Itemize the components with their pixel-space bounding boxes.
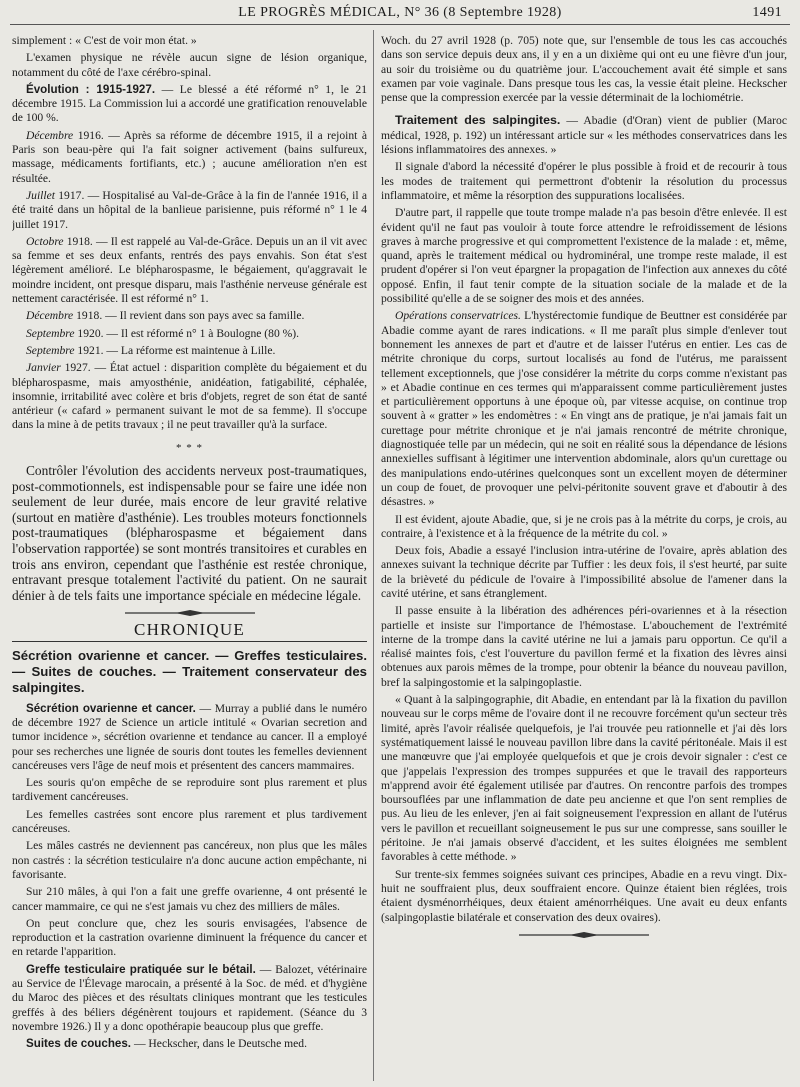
entry-text: 1917. — Hospitalisé au Val-de-Grâce à la fin de l'année 1916, il a été traité dans un hôpital de la banlieue parisienne, puis réformé n° 1 le 4 juillet 1917. <box>12 188 367 231</box>
paragraph: Sur 210 mâles, à qui l'on a fait une greffe ovarienne, 4 ont présenté le cancer mammaire, ce qui ne s'est jamais vu chez des milliers de mâles. <box>12 885 367 913</box>
paragraph: simplement : « C'est de voir mon état. » <box>12 34 197 47</box>
paragraph <box>12 189 367 232</box>
paragraph <box>381 309 787 509</box>
subsection-text: — Murray a publié dans le numéro de décembre 1927 de Science un article intitulé « Ovarian secretion and tumor incidence », sécrétion ovarienne et tendance au cancer. Il a employé pour ses recherches une lignée de souris dont toutes les femelles deviennent cancéreuses vers l'âge de neuf mois et présentent des cancers mammaires. <box>12 701 367 772</box>
entry-text: 1921. — La réforme est maintenue à Lille. <box>77 343 276 357</box>
paragraph: L'examen physique ne révèle aucun signe de lésion organique, notamment du côté de l'axe cérébro-spinal. <box>12 51 367 79</box>
section-stars: * * * <box>176 441 203 454</box>
paragraph: D'autre part, il rappelle que toute trompe malade n'a pas besoin d'être enlevée. Il est évident qu'il ne faut pas vouloir à toute force attendre le refroidissement de lésions graves à marche progressive et qui compromettent l'existence de la malade : et, même, quand, après le traitement médical ou hydrominéral, une trompe reste malade, il est prudent d'opérer si l'on veut épargner la propagation de l'infection aux annexes du côté opposé. Enfin, il faut tenir compte de la situation sociale de la malade et de la possibilité qu'elle a de se soigner des mois et des années. <box>381 206 787 306</box>
date-label: Octobre <box>26 234 64 248</box>
paragraph <box>12 1037 367 1051</box>
paragraph: Il passe ensuite à la libération des adhérences péri-ovariennes et à la résection partielle et insiste sur l'importance de l'hémostase. L'abouchement de l'extrémité interne de la trompe dans la cavité utérine ne lui a jamais paru opportun. Ce qu'il a réalisé maintes fois, c'est l'ouverture du pavillon fermé et la fixation des lèvres ainsi obtenues aux parois mêmes de la trompe, pour obtenir la béance du nouveau pavillon, bref la salpingostomie et la salpingoplastie. <box>381 604 787 689</box>
paragraph <box>12 235 367 306</box>
paragraph <box>12 702 367 773</box>
entry-text: 1918. — Il est rappelé au Val-de-Grâce. Depuis un an il vit avec sa femme et ses deux enfants, rentrés des pays envahis. Son état s'est légèrement amélioré. Le blépharospasme, le bégaiement, qu'aggravait le moindre incident, ont presque disparu, mais l'asthénie nerveuse générale est nettement caractérisée. Il est réformé n° 1. <box>12 234 367 306</box>
paragraph: Les mâles castrés ne deviennent pas cancéreux, non plus que les mâles non castrés : la sécrétion testiculaire n'a donc aucune action empêchante, ni favorisante. <box>12 839 367 881</box>
paragraph: Il est évident, ajoute Abadie, que, si je ne crois pas à la métrite du corps, je crois, au contraire, à l'existence et à la fréquence de la métrite du col. » <box>381 512 787 540</box>
date-label: Janvier <box>26 361 61 375</box>
date-label: Décembre <box>26 128 74 142</box>
left-column <box>12 34 367 1081</box>
paragraph: « Quant à la salpingographie, dit Abadie, en entendant par là la fixation du pavillon nouveau sur le corps même de l'ovaire dont il ne recouvre forcément qu'un secteur très limité, après l'avoir réalisée quelquefois, je l'ai trouvée peu rationnelle et j'ai dès lors systématiquement laissé le nouveau pavillon libre dans la cavité péritonéale. Mais il est une manœuvre que j'ai employée quelquefois et que je crois devoir signaler : c'est ce que j'appelais l'expression des trompes suppurées et que le travail des rapporteurs m'apprend avoir été également utilisée par d'autres. On rencontre parfois des trompes boursouflées par une inflammation de date peu ancienne et que l'on sent remplies de pus. Au lieu de les enlever, j'en ai fait soigneusement l'expression en allant de l'utérus vers le pavillon et recueillant soigneusement le pus sur une compresse, sans souiller le péritoine. Je n'ai jamais observé d'accident, et les suites éloignées me semblent favorables à cette méthode. » <box>381 693 787 864</box>
entry-text: 1916. — Après sa réforme de décembre 1915, il a rejoint à Paris son beau-père qui l'a fait soigner activement (bains sulfureux, massage, médicaments fortifiants, etc.) ; aucune amélioration n'en est résultée. <box>12 128 367 185</box>
entry-text: 1927. — État actuel : disparition complète du bégaiement et du blépharospasme, mais amyosthénie, anidéation, fatigabilité, céphalée, insomnie, irritabilité avec colère et bris d'objets, regret de son état de santé antérieur (« cafard » permanent suivant le mot de sa femme). Il s'occupe dans la mine à de petits travaux ; il ne peut travailler qu'à la surface. <box>12 361 367 432</box>
evolution-text: — Le blessé a été réformé n° 1, le 21 décembre 1915. La Commission lui a accordé une gratification renouvelable de 100 %. <box>12 82 367 125</box>
page-number: 1491 <box>752 5 782 20</box>
paragraph <box>12 963 367 1034</box>
subsection-text: — Balozet, vétérinaire au Service de l'Élevage marocain, a présenté à la Soc. de méd. et d'hygiène du Maroc des pièces et des résultats cliniques montrant que les testicules greffés à des béliers dégénèrent toujours et rapidement. (Séance du 3 novembre 1926.) Il y a donc opothérapie beaucoup plus que greffe. <box>12 962 367 1033</box>
paragraph <box>12 83 367 126</box>
date-label: Décembre <box>26 309 74 323</box>
entry-text: 1918. — Il revient dans son pays avec sa famille. <box>76 309 305 323</box>
journal-title: LE PROGRÈS MÉDICAL, N° 36 (8 Septembre 1928) <box>238 5 562 20</box>
running-header <box>10 2 790 25</box>
paragraph <box>12 361 367 432</box>
evolution-heading: Évolution : 1915-1927. <box>26 82 156 96</box>
subsection-heading: Suites de couches. <box>26 1037 132 1051</box>
paragraph: Les souris qu'on empêche de se reproduire sont plus rarement et plus tardivement cancéreuses. <box>12 776 367 804</box>
ornament-rule <box>125 609 255 617</box>
paragraph <box>12 129 367 186</box>
date-label: Juillet <box>26 188 55 202</box>
entry-text: 1920. — Il est réformé n° 1 à Boulogne (80 %). <box>77 326 300 340</box>
subsection-heading: Greffe testiculaire pratiquée sur le bétail. <box>26 962 256 976</box>
paragraph: Il signale d'abord la nécessité d'opérer le plus possible à froid et de recourir à tous les modes de traitement qui permettront d'obtenir la résolution du processus inflammatoire, et même la résorption des suppurations localisées. <box>381 160 787 202</box>
paragraph: Deux fois, Abadie a essayé l'inclusion intra-utérine de l'ovaire, après ablation des annexes suivant la technique décrite par Tuffier : les deux fois, il s'est heurté, par suite de la brièveté du pédicule de l'ovaire à l'impossibilité absolue de l'amener dans la cavité utérine, et sans étranglement. <box>381 544 787 600</box>
subsection-text: — Abadie (d'Oran) vient de publier (Maroc médical, 1928, p. 192) un intéressant article sur « les méthodes conservatrices dans les lésions inflammatoires des annexes. » <box>381 114 787 157</box>
paragraph <box>12 309 367 323</box>
paragraph <box>12 344 367 358</box>
subsection-text: — Heckscher, dans le Deutsche med. <box>133 1037 307 1051</box>
subsection-heading: Sécrétion ovarienne et cancer. <box>26 701 196 715</box>
chronique-section-title: Sécrétion ovarienne et cancer. — Greffes testiculaires. — Suites de couches. — Traitement conservateur des salpingites. <box>12 647 367 695</box>
date-label: Septembre <box>26 343 75 357</box>
paragraph: Sur trente-six femmes soignées suivant ces principes, Abadie en a revu vingt. Dix-huit ne souffraient plus, deux souffraient encore. Quinze étaient bien réglées, trois étaient dysménorrhéiques, deux étaient aménorrhéiques. Une avait eu deux enfants (salpingoplastie bilatérale et conservation des deux ovaires). <box>381 867 787 924</box>
ornament-rule <box>519 931 649 939</box>
date-label: Septembre <box>26 326 75 340</box>
chronique-heading: CHRONIQUE <box>12 623 367 641</box>
conclusion-paragraph: Contrôler l'évolution des accidents nerveux post-traumatiques, post-commotionnels, est indispensable pour se faire une idée non seulement de leur durée, mais encore de leur gravité relative (surtout en matière d'asthénie). Les troubles moteurs fonctionnels post-traumatiques (blépharospasme et bégaiement dans l'observation rapportée) se sont montrés transitoires et curables en trois ans environ, cependant que l'asthénie est restée chronique, entravant presque totalement l'activité du patient. On ne saurait dénier à de tels faits une importance spéciale en médecine légale. <box>12 463 367 603</box>
paragraph <box>381 113 787 157</box>
right-column <box>381 34 787 1081</box>
paragraph: Les femelles castrées sont encore plus rarement et plus tardivement cancéreuses. <box>12 807 367 836</box>
paragraph <box>12 327 367 341</box>
paragraph: Woch. du 27 avril 1928 (p. 705) note que, sur l'ensemble de tous les cas accouchés dans son service depuis deux ans, il y en a un dixième qui ont eu une fièvre d'un jour, au soir du troisième ou du quatrième jour. L'accouchement avait été simple et sans examen par voie vaginale. Dans presque tous les cas, la vessie était pleine. Heckscher pense que la compression exercée par la vessie déterminait de la lochiométrie. <box>381 34 787 105</box>
column-divider <box>373 30 374 1081</box>
subsection-heading: Traitement des salpingites. <box>395 113 561 128</box>
subsection-heading: Opérations conservatrices. <box>395 309 521 323</box>
paragraph: On peut conclure que, chez les souris envisagées, l'absence de reproduction et la castration ovarienne diminuent la fréquence du cancer et en retarde l'apparition. <box>12 916 367 959</box>
subsection-text: L'hystérectomie fundique de Beuttner est considérée par Abadie comme ayant de rares indications. « Il me paraît plus simple d'enlever tout bonnement les annexes de part et d'autre et de laisser l'utérus en entier. Les cas de métrite chronique du corps, surtout localisés au fond de l'utérus, me paraissent tellement exceptionnels, que j'ose considérer la métrite du corps comme n'existant pas » et Abadie continue en ces termes qui m'apparaissent comme particulièrement justes et particulièrement opportuns à une époque où, par vitesse acquise, on continue trop souvent à « gratter » les endomètres : « En vingt ans de pratique, je n'ai jamais fait un curettage pour métrite chronique et je n'ai jamais rencontré de métrite chronique, diagnostiquée telle par un médecin, qui ne soit en réalité sous la dépendance de lésions annexielles suffisant à légitimer une intervention abdominale, alors qu'un curettage ou des manipulations endo-utérines quelconques sont un excellent moyen de déterminer un coup de fouet, de provoquer une pelvi-péritonite souvent grave et d'aboutir à des désastres. » <box>381 309 787 509</box>
